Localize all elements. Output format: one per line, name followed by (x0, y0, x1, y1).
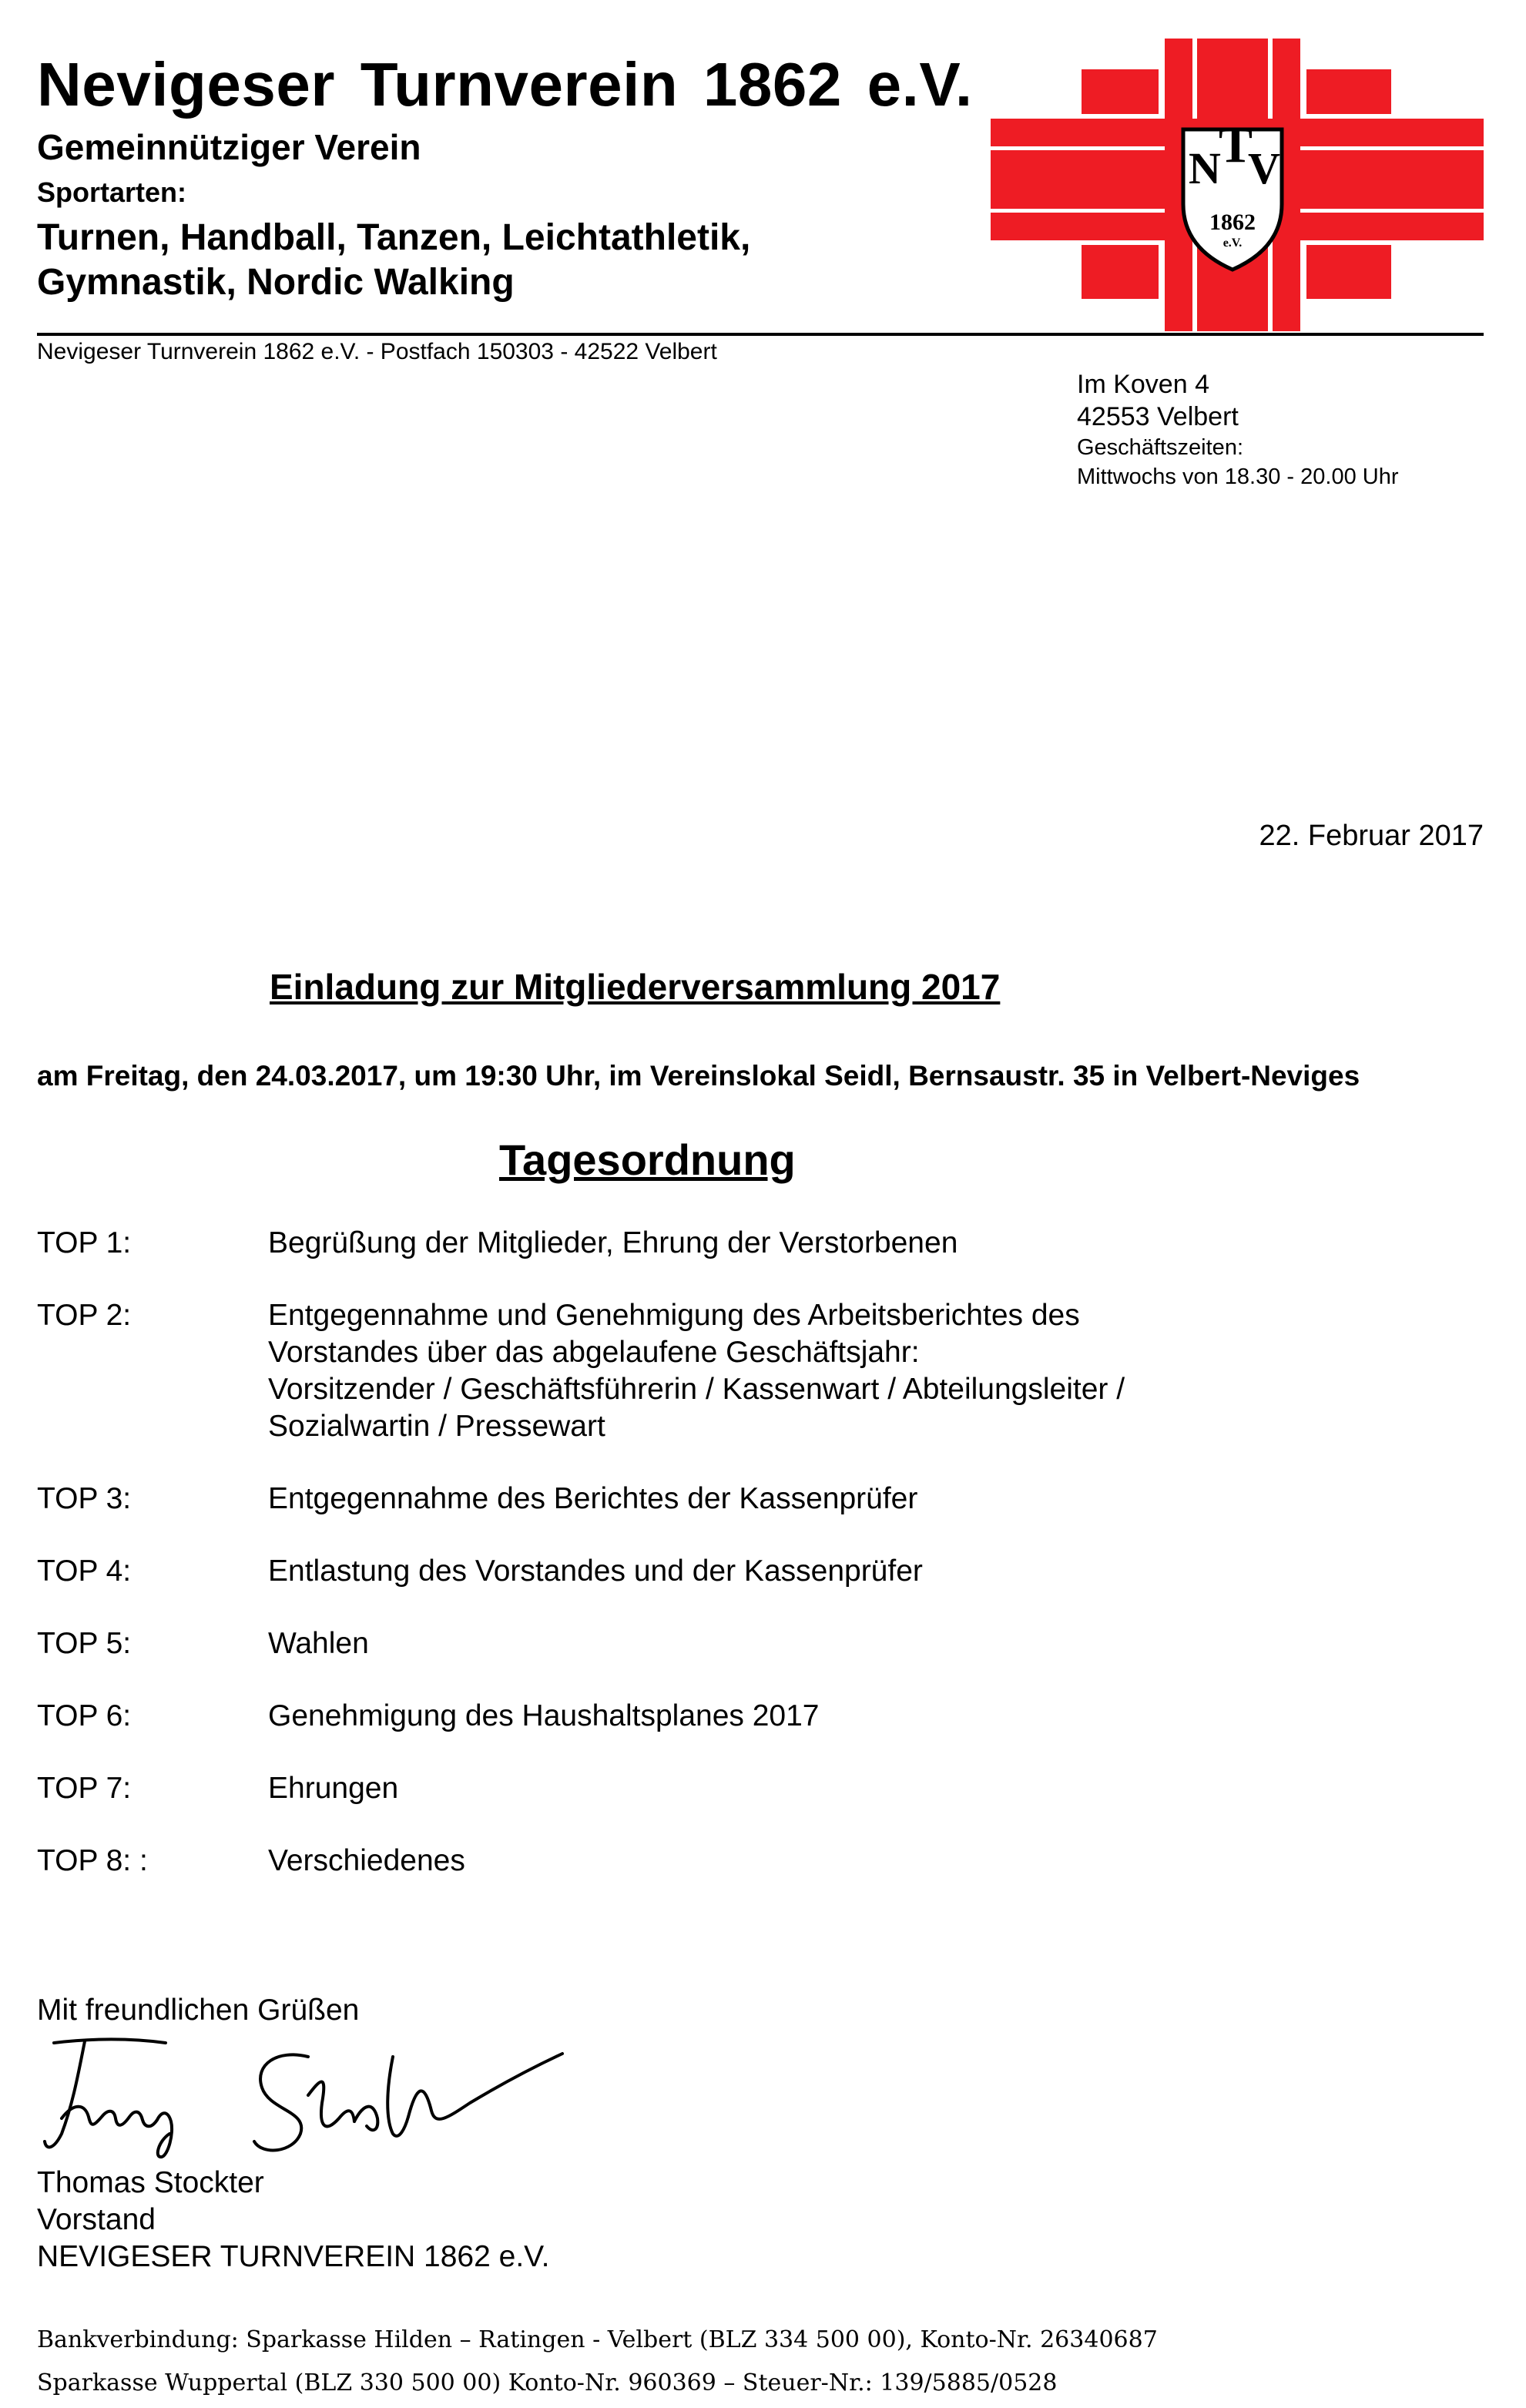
agenda-list (37, 1225, 1269, 1915)
agenda-item-label: TOP 6: (37, 1699, 132, 1732)
logo-letter-n: N (1189, 143, 1221, 193)
sender-line: Nevigeser Turnverein 1862 e.V. - Postfach 150303 - 42522 Velbert (37, 339, 717, 364)
agenda-item-label: TOP 8: : (37, 1844, 148, 1877)
agenda-item-label: TOP 5: (37, 1627, 132, 1660)
ntv-club-logo-icon (991, 39, 1484, 331)
letter-date: 22. Februar 2017 (1259, 820, 1484, 852)
agenda-item (37, 1625, 1269, 1662)
agenda-item-label: TOP 4: (37, 1554, 132, 1588)
closing-greeting: Mit freundlichen Grüßen (37, 1994, 360, 2027)
office-hours-label: Geschäftszeiten: (1077, 435, 1243, 460)
sports-list (37, 216, 750, 305)
agenda-item-text: Genehmigung des Haushaltsplanes 2017 (268, 1699, 820, 1732)
sports-line-1: Turnen, Handball, Tanzen, Leichtathletik, (37, 217, 751, 258)
agenda-item-text: Entgegennahme des Berichtes der Kassenprüfer (268, 1482, 918, 1515)
agenda-item-label: TOP 3: (37, 1482, 132, 1515)
office-hours: Mittwochs von 18.30 - 20.00 Uhr (1077, 464, 1399, 489)
logo-letter-v: V (1248, 143, 1280, 193)
address-street: Im Koven 4 (1077, 370, 1209, 399)
invitation-heading: Einladung zur Mitgliederversammlung 2017 (270, 967, 1001, 1007)
handwritten-signature-icon (31, 2026, 570, 2172)
header-divider (37, 333, 1484, 336)
sports-label: Sportarten: (37, 176, 187, 208)
agenda-item (37, 1297, 1269, 1445)
agenda-item-label: TOP 2: (37, 1299, 132, 1332)
agenda-item (37, 1770, 1269, 1807)
sports-line-2: Gymnastik, Nordic Walking (37, 262, 515, 303)
agenda-item (37, 1225, 1269, 1262)
signer-name: Thomas Stockter (37, 2166, 264, 2199)
address-city: 42553 Velbert (1077, 402, 1239, 431)
agenda-item-text: Wahlen (268, 1627, 369, 1660)
footer-line-2: Sparkasse Wuppertal (BLZ 330 500 00) Konto-Nr. 960369 – Steuer-Nr.: 139/5885/0528 (37, 2369, 1058, 2396)
org-title: Nevigeser Turnverein 1862 e.V. (37, 50, 973, 119)
agenda-item-label: TOP 7: (37, 1772, 132, 1805)
agenda-item-text: Begrüßung der Mitglieder, Ehrung der Verstorbenen (268, 1226, 958, 1259)
agenda-item-text: Verschiedenes (268, 1844, 465, 1877)
org-subtitle: Gemeinnütziger Verein (37, 127, 421, 167)
agenda-item (37, 1481, 1269, 1518)
office-address (1077, 368, 1398, 491)
signer-role: Vorstand (37, 2203, 156, 2236)
agenda-item (37, 1698, 1269, 1735)
logo-letter-t: T (1219, 117, 1253, 173)
bank-footer (37, 2319, 1158, 2405)
meeting-details: am Freitag, den 24.03.2017, um 19:30 Uhr, im Vereinslokal Seidl, Bernsaustr. 35 in Velbert-Neviges (37, 1060, 1360, 1092)
agenda-item (37, 1843, 1269, 1880)
agenda-item-text: Ehrungen (268, 1772, 399, 1805)
logo-suffix: e.V. (1222, 236, 1243, 250)
agenda-item-text: Entlastung des Vorstandes und der Kassenprüfer (268, 1554, 923, 1588)
agenda-item-text: Entgegennahme und Genehmigung des Arbeitsberichtes des Vorstandes über das abgelaufene Geschäftsjahr: Vorsitzender / Geschäftsführerin / Kassenwart / Abteilungsleiter / Sozialwartin / Pressewart (268, 1299, 1125, 1443)
signer-block (37, 2165, 549, 2276)
logo-year: 1862 (1209, 210, 1256, 235)
signer-org: NEVIGESER TURNVEREIN 1862 e.V. (37, 2240, 550, 2273)
agenda-title: Tagesordnung (499, 1135, 796, 1184)
agenda-item-label: TOP 1: (37, 1226, 132, 1259)
agenda-item (37, 1553, 1269, 1590)
footer-line-1: Bankverbindung: Sparkasse Hilden – Ratingen - Velbert (BLZ 334 500 00), Konto-Nr. 26340687 (37, 2326, 1158, 2353)
